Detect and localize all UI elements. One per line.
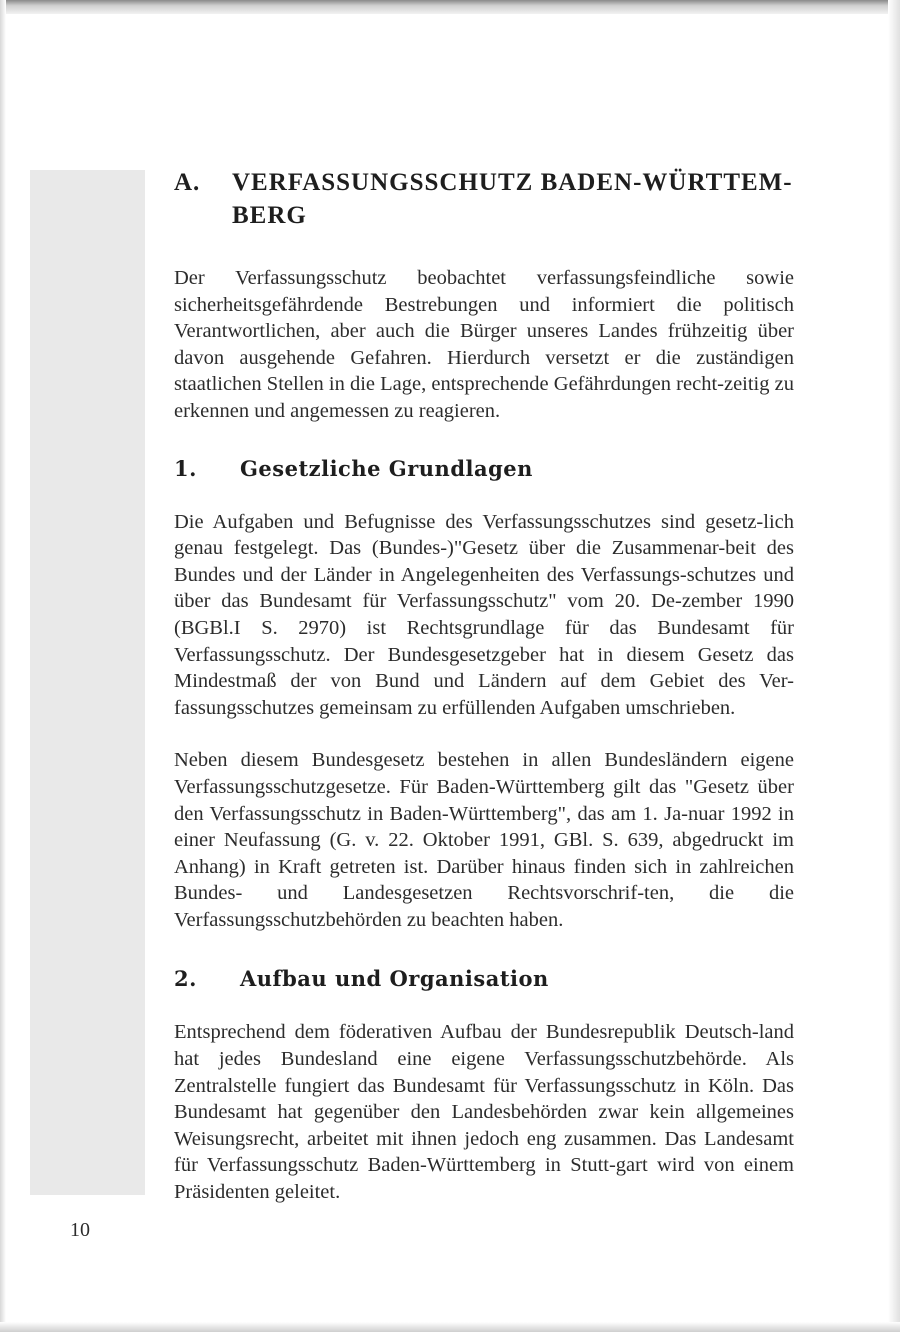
paragraph: Neben diesem Bundesgesetz bestehen in allen Bundesländern eigene Verfassungsschutzgesetze. Für Baden-Württemberg gilt das "Gesetz über den Verfassungsschutz in Baden-Württemberg", das am 1. Ja-nuar 1992 in einer Neufassung (G. v. 22. Oktober 1991, GBl. S. 639, abgedruckt im Anhang) in Kraft getreten ist. Darüber hinaus finden sich in zahlreichen Bundes- und Landesgesetzen Rechtsvorschrif-ten, die die Verfassungsschutzbehörden zu beachten haben.: [174, 749, 794, 931]
scan-top-edge: [0, 0, 900, 14]
section-title: Aufbau und Organisation: [240, 966, 549, 992]
paragraph: Die Aufgaben und Befugnisse des Verfassungsschutzes sind gesetz-lich genau festgelegt. Das (Bundes-)"Gesetz über die Zusammenar-beit des Bundes und der Länder in Angelegenheiten des Verfassungs-schutzes und über das Bundesamt für Verfassungsschutz" vom 20. De-zember 1990 (BGBl.I S. 2970) ist Rechtsgrundlage für das Bundesamt für Verfassungsschutz. Der Bundesgesetzgeber hat in diesem Gesetz das Mindestmaß der von Bund und Ländern auf dem Gebiet des Ver-fassungsschutzes gemeinsam zu erfüllenden Aufgaben umschrieben.: [174, 510, 794, 719]
scan-left-edge: [0, 0, 6, 1332]
page-content: [174, 166, 794, 1206]
chapter-title: [174, 166, 794, 232]
section-number: 2.: [174, 966, 197, 992]
margin-band: [30, 170, 145, 1195]
section-heading-gesetzliche-grundlagen: [174, 455, 794, 483]
page-number: 10: [70, 1219, 90, 1241]
scan-right-edge: [888, 0, 900, 1332]
chapter-letter: A.: [174, 169, 201, 196]
section-heading-aufbau-und-organisation: [174, 965, 794, 993]
scan-bottom-edge: [0, 1322, 900, 1332]
chapter-title-text: VERFASSUNGSSCHUTZ BADEN-WÜRTTEM-BERG: [232, 169, 793, 229]
paragraph: Entsprechend dem föderativen Aufbau der Bundesrepublik Deutsch-land hat jedes Bundesland eine eigene Verfassungsschutzbehörde. Als Zentralstelle fungiert das Bundesamt für Verfassungsschutz in Köln. Das Bundesamt hat gegenüber den Landesbehörden zwar kein allgemeines Weisungsrecht, arbeitet mit ihnen jedoch eng zusammen. Das Landesamt für Verfassungsschutz Baden-Württemberg in Stutt-gart wird von einem Präsidenten geleitet.: [174, 1021, 794, 1204]
section-title: Gesetzliche Grundlagen: [240, 455, 533, 481]
intro-paragraph: Der Verfassungsschutz beobachtet verfassungsfeindliche sowie sicherheitsgefährdende Bestrebungen und informiert die politisch Verantwortlichen, aber auch die Bürger unseres Landes frühzeitig über davon ausgehende Gefahren. Hierdurch versetzt er die zuständigen staatlichen Stellen in die Lage, entsprechende Gefährdungen recht-zeitig zu erkennen und angemessen zu reagieren.: [174, 267, 794, 422]
section-number: 1.: [174, 455, 197, 481]
